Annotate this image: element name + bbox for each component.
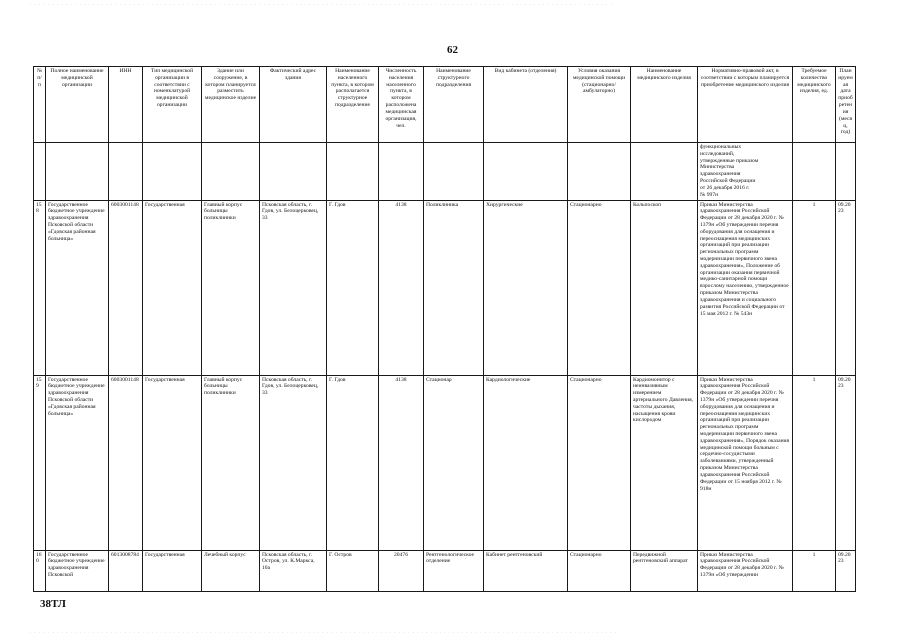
- address: Псковская область, г. Гдов, ул. Белоцерковец, 33: [260, 375, 327, 550]
- building: Лечебный корпус: [202, 550, 260, 591]
- purchase-date: 09.2023: [836, 550, 856, 591]
- population: 4138: [379, 200, 424, 375]
- header-cell: Планируемая дата приобретения (месяц, год): [836, 67, 856, 143]
- row-number: 159: [34, 375, 46, 550]
- building: Главный корпус больницы поликлиники: [202, 200, 260, 375]
- document-code: 38ТЛ: [40, 598, 66, 610]
- device-name: Передвижной рентгеновский аппарат: [631, 550, 698, 591]
- header-cell: ИНН: [109, 67, 143, 143]
- row-number: 158: [34, 200, 46, 375]
- org-name: Государственное бюджетное учреждение здравоохранения Псковской области «Гдовская районная больница»: [46, 375, 109, 550]
- header-cell: Условия оказания медицинской помощи (стационарно/ амбулаторно): [568, 67, 631, 143]
- org-type: Государственная: [143, 200, 202, 375]
- legal-act: Приказ Министерства здравоохранения Российской Федерации от 28 декабря 2020 г. № 1379н «Об утверждении перечня оборудования для оснащения и переоснащения медицинских организаций при реализации региональных программ модернизации первичного звена здравоохранения», Положение об организации оказания первичной медико-санитарной помощи взрослому населению, утвержденное приказом Министерства здравоохранения и социального развития Российской Федерации от 15 мая 2012 г. № 543н: [698, 200, 793, 375]
- cabinet-type: Кабинет рентгеновский: [484, 550, 568, 591]
- table-row: [34, 200, 856, 375]
- population: 20476: [379, 550, 424, 591]
- header-cell: Наименование медицинского изделия: [631, 67, 698, 143]
- table-row: [34, 550, 856, 591]
- header-cell: Тип медицинской организации в соответствии с номенклатурой медицинской организации: [143, 67, 202, 143]
- page-number: 62: [447, 44, 458, 56]
- purchase-date: 09.2023: [836, 375, 856, 550]
- scan-artifact-top: . . . . . . . . . . . . . . . . . . . . . . . . . . . . . . . . . . . . . . . . . . . . . . . . . . . . . . . . . . . . . . . . . . . . . . . . . . . . . . . . . . . . . . . . . . . . . . . . . . . . . . . . . . . . . . . . . . . . . . . . . . . . . . . . . .: [30, 2, 613, 7]
- care-conditions: Стационарно: [568, 375, 631, 550]
- header-cell: Численность населения населенного пункта, в котором расположена медицинская организация, чел.: [379, 67, 424, 143]
- locality: Г. Гдов: [327, 200, 379, 375]
- header-cell: Полное наименование медицинской организации: [46, 67, 109, 143]
- inn: 6003001148: [109, 200, 143, 375]
- care-conditions: Стационарно: [568, 550, 631, 591]
- device-name: Кольпоскоп: [631, 200, 698, 375]
- locality: Г. Остров: [327, 550, 379, 591]
- org-type: Государственная: [143, 375, 202, 550]
- cabinet-type: Хирургические: [484, 200, 568, 375]
- table-row: [34, 375, 856, 550]
- address: Псковская область, г. Остров, ул. К.Маркса, 10а: [260, 550, 327, 591]
- address: Псковская область, г. Гдов, ул. Белоцерковец, 33: [260, 200, 327, 375]
- equipment-table: [33, 66, 856, 592]
- quantity: 1: [793, 550, 836, 591]
- care-conditions: Стационарно: [568, 200, 631, 375]
- quantity: 1: [793, 200, 836, 375]
- quantity: 1: [793, 375, 836, 550]
- org-name: Государственное бюджетное учреждение здравоохранения Псковской: [46, 550, 109, 591]
- header-cell: Требуемое количество медицинского изделия, ед.: [793, 67, 836, 143]
- table-header-row: [34, 67, 856, 143]
- purchase-date: 09.2023: [836, 200, 856, 375]
- header-cell: Фактический адрес здания: [260, 67, 327, 143]
- header-cell: Наименование населенного пункта, в котором располагается структурное подразделение: [327, 67, 379, 143]
- device-name: Кардиомонитор с неинвазивным измерением артериального Давления, частоты дыхания, насыщения крови кислородом: [631, 375, 698, 550]
- continuation-row: [34, 143, 856, 201]
- header-cell: Наименование структурного подразделения: [424, 67, 484, 143]
- structural-unit: Рентгенологическое отделение: [424, 550, 484, 591]
- legal-act: Приказ Министерства здравоохранения Российской Федерации от 28 декабря 2020 г. № 1379н «Об утверждении: [698, 550, 793, 591]
- structural-unit: Поликлиника: [424, 200, 484, 375]
- legal-act: Приказ Министерства здравоохранения Российской Федерации от 28 декабря 2020 г. № 1379н «Об утверждении перечня оборудования для оснащения и переоснащения медицинских организаций при реализации региональных программ модернизации первичного звена здравоохранения», Порядок оказания медицинской помощи больным с сердечно-сосудистыми заболеваниями, утвержденный приказом Министерства здравоохранения Российской Федерации от 15 ноября 2012 г. № 918н: [698, 375, 793, 550]
- population: 4138: [379, 375, 424, 550]
- org-name: Государственное бюджетное учреждение здравоохранения Псковской области «Гдовская районная больница»: [46, 200, 109, 375]
- cabinet-type: Кардиологические: [484, 375, 568, 550]
- scan-artifact-bottom: . . . . . . . . . . . . . . . . . . . . . . . . . . . . . . . . . . . . . . . . . . . . . . . . . . . . . . . . . . . . . . . . . . . . . . . . . . . . . . . . . . . . . . . . . . . . . . . . . . . . . . . . . . . . . . . . . . . . . . . . . . . . . . . . . . .: [30, 630, 618, 635]
- header-cell: Здание или сооружение, в котором планируется разместить медицинское изделие: [202, 67, 260, 143]
- inn: 6013008784: [109, 550, 143, 591]
- locality: Г. Гдов: [327, 375, 379, 550]
- header-cell: Нормативно-правовой акт, в соответствии с которым планируется приобретение медицинского изделия: [698, 67, 793, 143]
- org-type: Государственная: [143, 550, 202, 591]
- continuation-act-text: функциональных исследований, утвержденные приказом Министерства здравоохранения Российской Федерации от 26 декабря 2016 г. № 997н: [698, 143, 793, 201]
- header-cell: № п/п: [34, 67, 46, 143]
- row-number: 160: [34, 550, 46, 591]
- structural-unit: Стационар: [424, 375, 484, 550]
- building: Главный корпус больницы поликлиники: [202, 375, 260, 550]
- inn: 6003001148: [109, 375, 143, 550]
- header-cell: Вид кабинета (отделения): [484, 67, 568, 143]
